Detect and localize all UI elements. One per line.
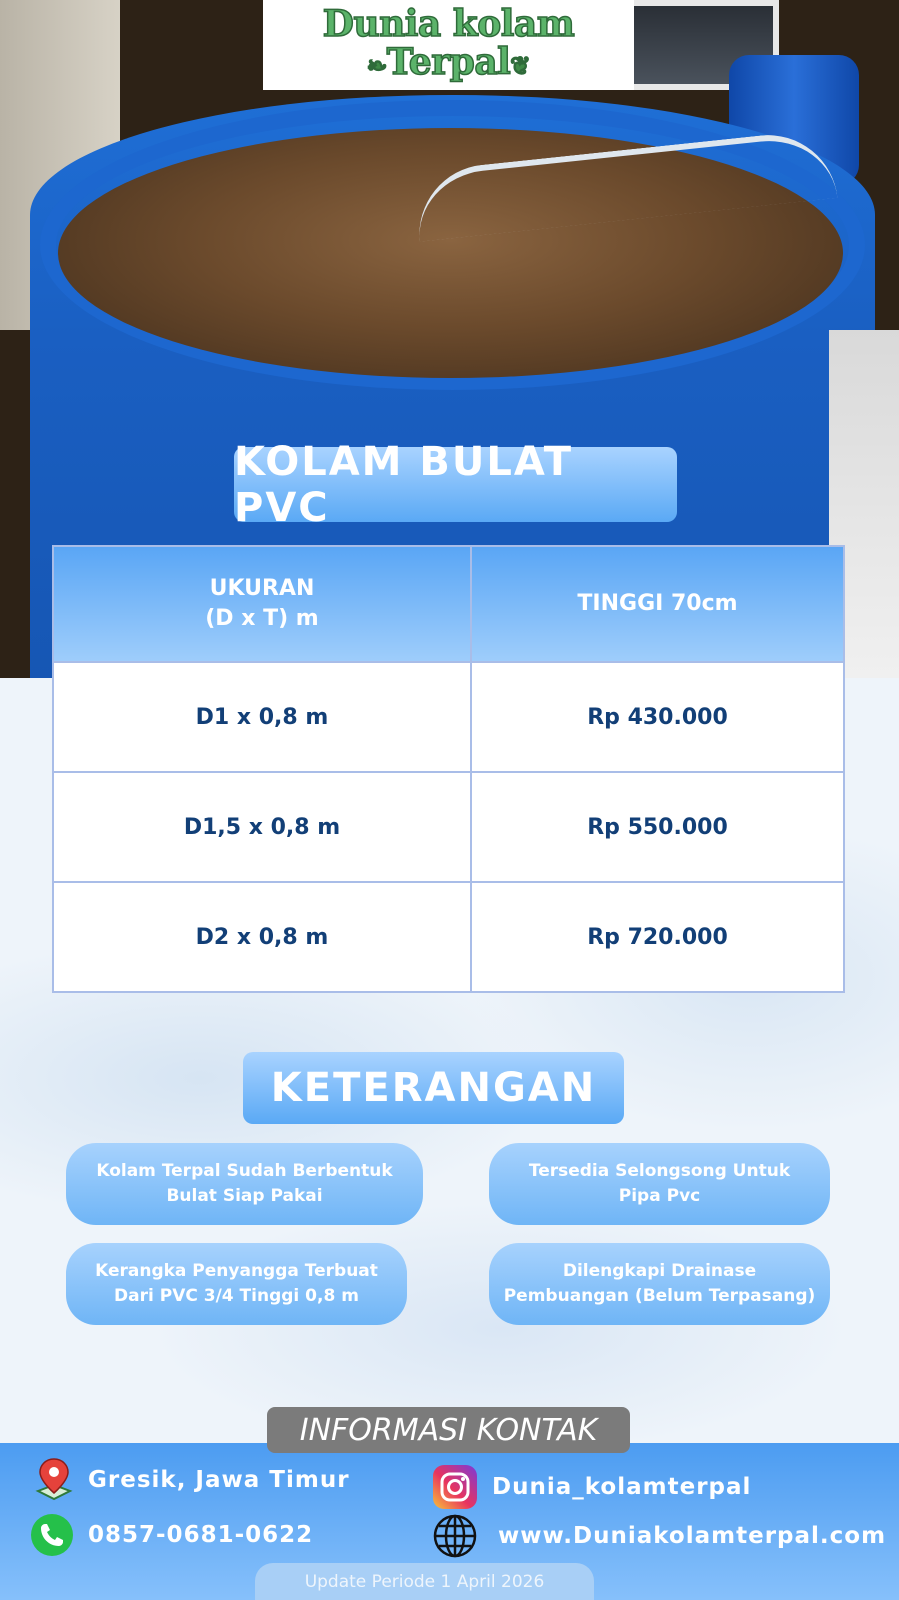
location-text: Gresik, Jawa Timur bbox=[88, 1467, 350, 1493]
map-pin-icon bbox=[34, 1457, 74, 1503]
contact-location bbox=[34, 1457, 350, 1503]
contact-heading-banner bbox=[267, 1407, 630, 1453]
table-header-row bbox=[53, 546, 844, 662]
contact-heading: INFORMASI KONTAK bbox=[299, 1412, 598, 1448]
contact-website[interactable] bbox=[432, 1513, 886, 1559]
note-line: Dari PVC 3/4 Tinggi 0,8 m bbox=[114, 1286, 359, 1306]
note-line: Dilengkapi Drainase bbox=[562, 1261, 757, 1281]
note-line: Pipa Pvc bbox=[618, 1186, 701, 1206]
price-cell: Rp 720.000 bbox=[471, 882, 844, 992]
price-table bbox=[52, 545, 845, 993]
product-title-banner bbox=[234, 438, 677, 531]
price-cell: Rp 550.000 bbox=[471, 772, 844, 882]
note-line: Tersedia Selongsong Untuk bbox=[528, 1161, 791, 1181]
header-size-line-2: (D x T) m bbox=[205, 606, 319, 631]
logo-line-1: Dunia kolam bbox=[322, 3, 575, 45]
table-row bbox=[53, 882, 844, 992]
phone-icon bbox=[30, 1513, 74, 1557]
note-pill bbox=[66, 1143, 423, 1225]
contact-instagram[interactable] bbox=[432, 1464, 751, 1510]
note-pill bbox=[489, 1243, 830, 1325]
brand-logo bbox=[263, 0, 634, 90]
update-period-badge bbox=[255, 1563, 594, 1600]
product-title: KOLAM BULAT PVC bbox=[234, 438, 573, 531]
size-cell: D2 x 0,8 m bbox=[53, 882, 471, 992]
note-line: Bulat Siap Pakai bbox=[166, 1186, 323, 1206]
leaf-icon: ❦ bbox=[510, 51, 530, 80]
note-line: Kolam Terpal Sudah Berbentuk bbox=[96, 1161, 393, 1181]
logo-line-2-text: Terpal bbox=[386, 41, 511, 83]
note-pill bbox=[489, 1143, 830, 1225]
size-cell: D1,5 x 0,8 m bbox=[53, 772, 471, 882]
update-period-text: Update Periode 1 April 2026 bbox=[304, 1571, 545, 1592]
note-line: Kerangka Penyangga Terbuat bbox=[95, 1261, 378, 1281]
globe-icon bbox=[432, 1513, 478, 1559]
website-text[interactable]: www.Duniakolamterpal.com bbox=[498, 1523, 887, 1549]
keterangan-heading-banner bbox=[243, 1052, 624, 1124]
logo-line-2 bbox=[367, 43, 530, 85]
note-line: Pembuangan (Belum Terpasang) bbox=[503, 1286, 816, 1306]
leaf-icon: ❧ bbox=[367, 51, 387, 80]
header-height: TINGGI 70cm bbox=[471, 546, 844, 662]
table-row bbox=[53, 772, 844, 882]
size-cell: D1 x 0,8 m bbox=[53, 662, 471, 772]
price-cell: Rp 430.000 bbox=[471, 662, 844, 772]
instagram-icon bbox=[432, 1464, 478, 1510]
header-size-line-1: UKURAN bbox=[209, 576, 315, 601]
instagram-text[interactable]: Dunia_kolamterpal bbox=[492, 1474, 752, 1500]
header-size bbox=[53, 546, 471, 662]
table-row bbox=[53, 662, 844, 772]
note-pill bbox=[66, 1243, 407, 1325]
phone-text[interactable]: 0857-0681-0622 bbox=[88, 1522, 314, 1548]
contact-phone[interactable] bbox=[30, 1513, 313, 1557]
keterangan-heading: KETERANGAN bbox=[270, 1065, 597, 1111]
